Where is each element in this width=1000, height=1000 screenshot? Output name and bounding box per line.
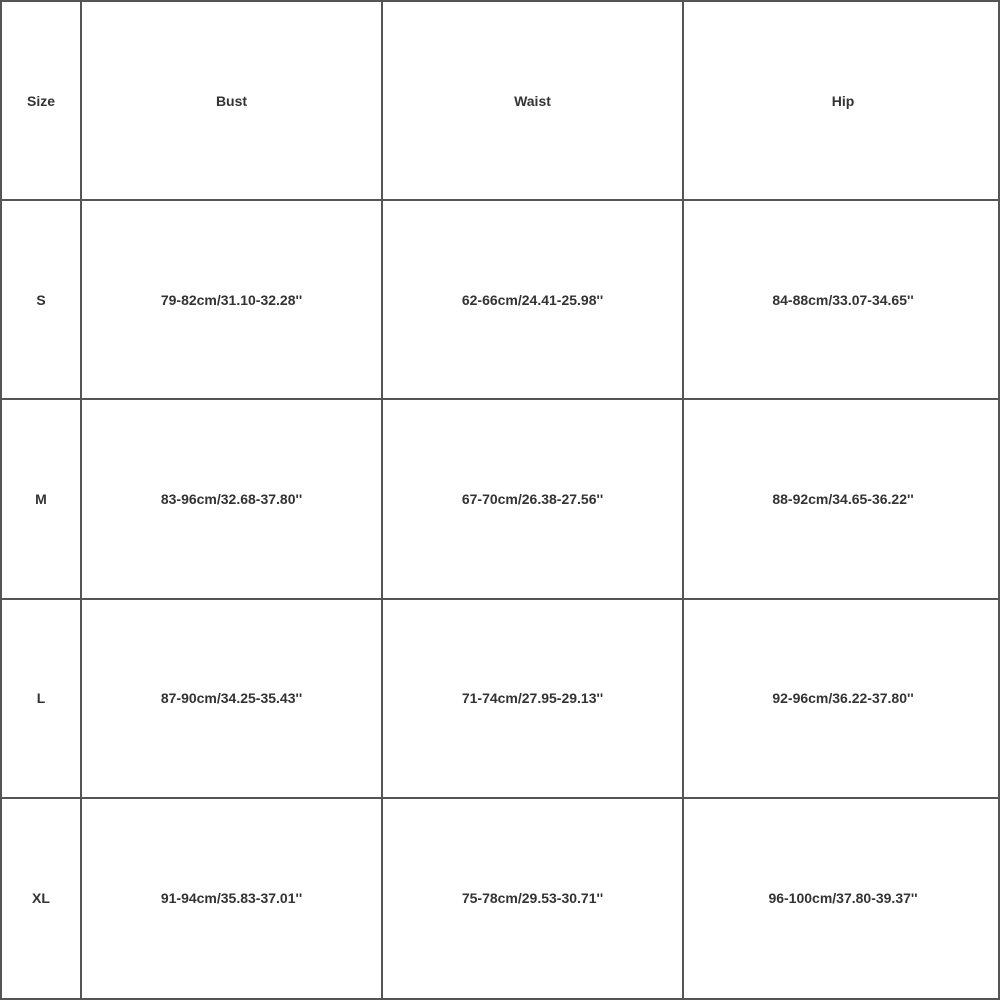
- size-cell: XL: [2, 799, 82, 998]
- waist-cell: 67-70cm/26.38-27.56'': [383, 400, 684, 599]
- size-cell: S: [2, 201, 82, 400]
- header-size: Size: [2, 2, 82, 201]
- header-bust: Bust: [82, 2, 383, 201]
- waist-cell: 75-78cm/29.53-30.71'': [383, 799, 684, 998]
- hip-cell: 92-96cm/36.22-37.80'': [684, 600, 1000, 799]
- hip-cell: 88-92cm/34.65-36.22'': [684, 400, 1000, 599]
- hip-cell: 96-100cm/37.80-39.37'': [768, 890, 918, 907]
- waist-cell: 71-74cm/27.95-29.13'': [383, 600, 684, 799]
- bust-cell: 87-90cm/34.25-35.43'': [82, 600, 383, 799]
- hip-cell: 84-88cm/33.07-34.65'': [684, 201, 1000, 400]
- bust-cell: 83-96cm/32.68-37.80'': [82, 400, 383, 599]
- header-hip: Hip: [684, 2, 1000, 201]
- bust-cell: 91-94cm/35.83-37.01'': [82, 799, 383, 998]
- size-cell: M: [2, 400, 82, 599]
- size-cell: L: [2, 600, 82, 799]
- waist-cell: 62-66cm/24.41-25.98'': [383, 201, 684, 400]
- bust-cell: 79-82cm/31.10-32.28'': [82, 201, 383, 400]
- header-waist: Waist: [383, 2, 684, 201]
